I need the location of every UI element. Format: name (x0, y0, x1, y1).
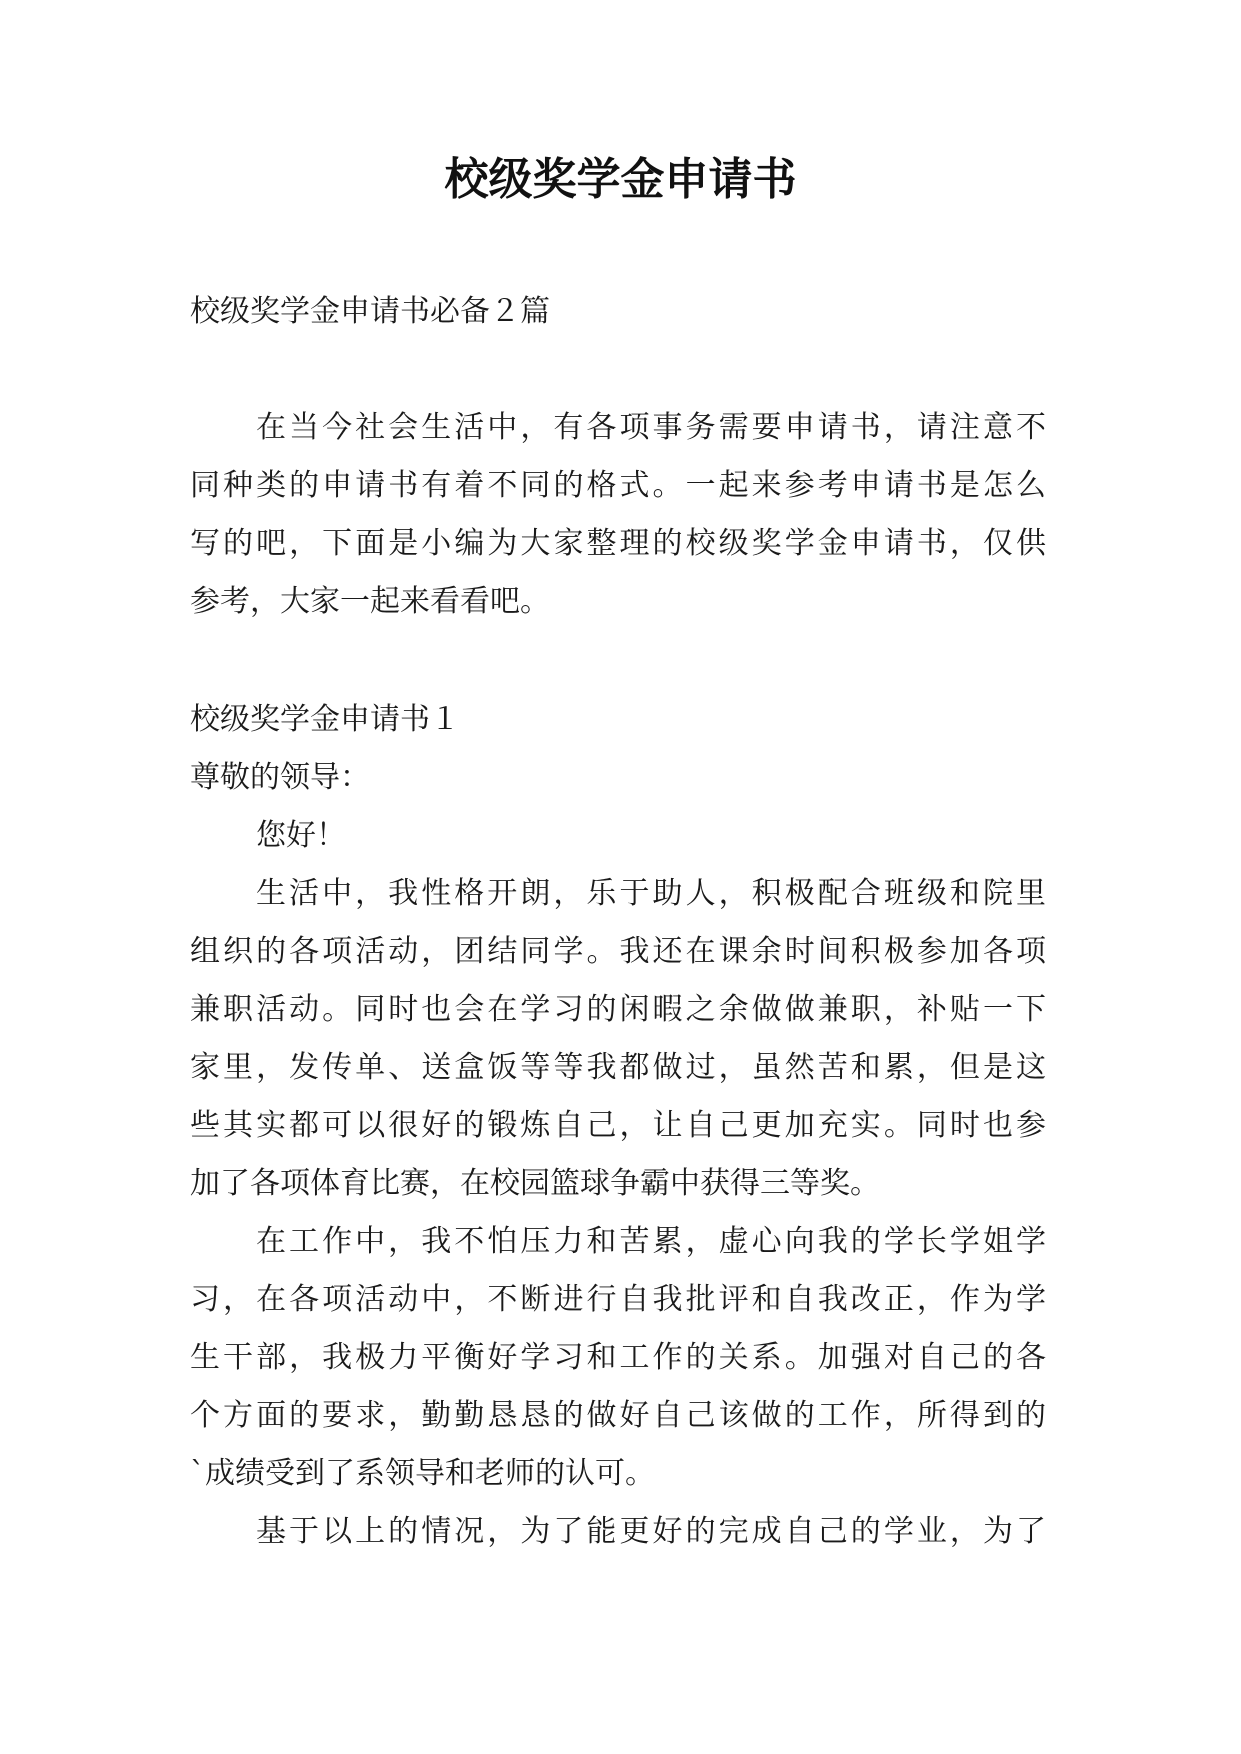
paragraph-line: 家里，发传单、送盒饭等等我都做过，虽然苦和累，但是这 (190, 1050, 1046, 1085)
document-title: 校级奖学金申请书 (444, 154, 797, 205)
paragraph-line: 基于以上的情况，为了能更好的完成自己的学业，为了 (256, 1514, 1046, 1549)
paragraph-line: 些其实都可以很好的锻炼自己，让自己更加充实。同时也参 (190, 1108, 1046, 1143)
intro-line: 同种类的申请书有着不同的格式。一起来参考申请书是怎么 (190, 468, 1046, 503)
paragraph-line: 习，在各项活动中，不断进行自我批评和自我改正，作为学 (190, 1282, 1046, 1317)
document-subtitle: 校级奖学金申请书必备２篇 (190, 294, 550, 329)
paragraph-line: 个方面的要求，勤勤恳恳的做好自己该做的工作，所得到的 (190, 1398, 1046, 1433)
salutation: 尊敬的领导： (190, 760, 370, 795)
intro-line: 写的吧，下面是小编为大家整理的校级奖学金申请书，仅供 (190, 526, 1046, 561)
paragraph-line: 加了各项体育比赛，在校园篮球争霸中获得三等奖。 (190, 1166, 880, 1201)
greeting: 您好！ (256, 818, 346, 853)
paragraph-line: 生活中，我性格开朗，乐于助人，积极配合班级和院里 (256, 876, 1046, 911)
paragraph-line: 兼职活动。同时也会在学习的闲暇之余做做兼职，补贴一下 (190, 992, 1046, 1027)
paragraph-line: 在工作中，我不怕压力和苦累，虚心向我的学长学姐学 (256, 1224, 1046, 1259)
intro-line: 在当今社会生活中，有各项事务需要申请书，请注意不 (256, 410, 1046, 445)
section-heading: 校级奖学金申请书１ (190, 702, 460, 737)
paragraph-line: 生干部，我极力平衡好学习和工作的关系。加强对自己的各 (190, 1340, 1046, 1375)
paragraph-line: `成绩受到了系领导和老师的认可。 (190, 1456, 655, 1491)
intro-line: 参考，大家一起来看看吧。 (190, 584, 550, 619)
paragraph-line: 组织的各项活动，团结同学。我还在课余时间积极参加各项 (190, 934, 1046, 969)
